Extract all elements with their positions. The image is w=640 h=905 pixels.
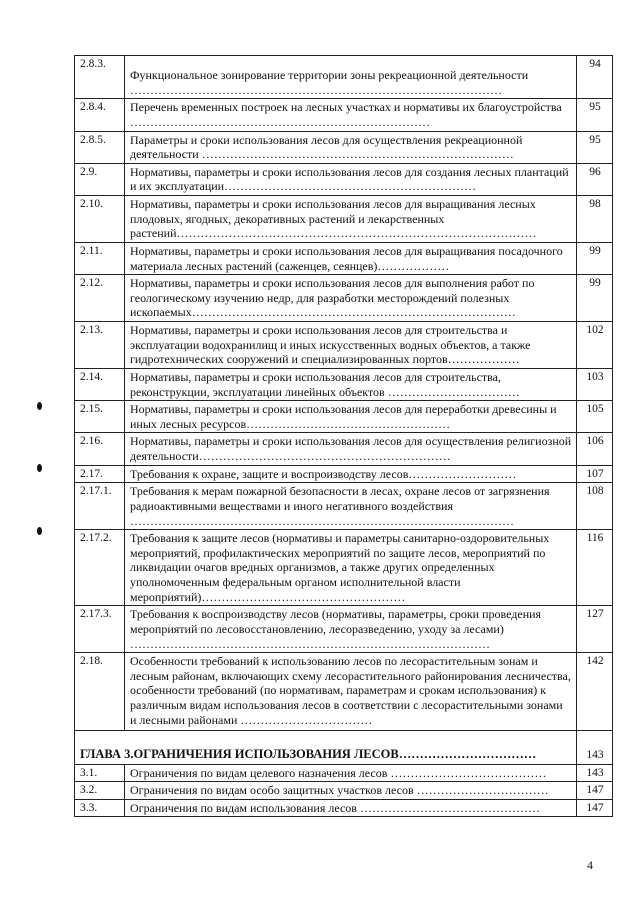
section-page: 96 — [577, 163, 613, 195]
section-page: 103 — [577, 368, 613, 400]
section-number: 3.3. — [75, 799, 125, 817]
section-title: Ограничения по видам целевого назначения лесов ………………………………… — [125, 764, 577, 782]
section-page: 116 — [577, 530, 613, 606]
section-title: Нормативы, параметры и сроки использования лесов для строительства и эксплуатации водохранилищ и иных искусственных водных объектов, а также гидротехнических сооружений и специализированных портов……………… — [125, 322, 577, 369]
section-title: Функциональное зонирование территории зоны рекреационной деятельности ………………………………………………………………………………… — [125, 56, 577, 99]
section-number: 2.17. — [75, 465, 125, 483]
toc-row — [75, 56, 613, 99]
section-title: Ограничения по видам особо защитных участков лесов …………………………… — [125, 782, 577, 800]
toc-row — [75, 131, 613, 163]
section-number: 2.14. — [75, 368, 125, 400]
toc-row — [75, 530, 613, 606]
section-number: 2.16. — [75, 433, 125, 465]
toc-row — [75, 99, 613, 131]
section-number: 2.9. — [75, 163, 125, 195]
section-page: 142 — [577, 653, 613, 731]
section-number: 2.17.2. — [75, 530, 125, 606]
section-page: 105 — [577, 401, 613, 433]
toc-row — [75, 322, 613, 369]
table-of-contents — [74, 55, 613, 817]
section-page: 95 — [577, 131, 613, 163]
toc-row — [75, 433, 613, 465]
section-title: Нормативы, параметры и сроки использования лесов для переработки древесины и иных лесных ресурсов…………………………………………… — [125, 401, 577, 433]
section-number: 3.1. — [75, 764, 125, 782]
section-title: Нормативы, параметры и сроки использования лесов для выполнения работ по геологическому изучению недр, для разработки месторождений полезных ископаемых……………………………………………………………………… — [125, 275, 577, 322]
section-title: Требования к воспроизводству лесов (нормативы, параметры, сроки проведения мероприятий по лесовосстановлению, лесоразведению, уходу за лесами) ……………………………………………………………………………… — [125, 606, 577, 653]
section-number: 2.12. — [75, 275, 125, 322]
toc-row — [75, 606, 613, 653]
toc-row — [75, 368, 613, 400]
toc-row — [75, 163, 613, 195]
section-number: 2.8.5. — [75, 131, 125, 163]
section-number: 2.15. — [75, 401, 125, 433]
section-title: Особенности требований к использованию лесов по лесорастительным зонам и лесным районам, включающих схему лесорастительного районирования лесничества, особенности требований (по нормативам, параметрам и срокам использования) к различным видам использования лесов в соответствии с лесорастительными зонами и лесными районами …………………………… — [125, 653, 577, 731]
page-number: 4 — [587, 858, 593, 872]
section-title: Нормативы, параметры и сроки использования лесов для выращивания посадочного материала лесных растений (саженцев, сеянцев)……………… — [125, 242, 577, 274]
section-title: Перечень временных построек на лесных участках и нормативы их благоустройства ………………………………………………………………… — [125, 99, 577, 131]
section-page: 143 — [577, 764, 613, 782]
section-title: Нормативы, параметры и сроки использования лесов для строительства, реконструкции, эксплуатации линейных объектов …………………………… — [125, 368, 577, 400]
section-title: Параметры и сроки использования лесов для осуществления рекреационной деятельности …………………………………………………………………… — [125, 131, 577, 163]
section-number: 2.10. — [75, 196, 125, 243]
section-title: Ограничения по видам использования лесов ……………………………………… — [125, 799, 577, 817]
section-number: 2.8.4. — [75, 99, 125, 131]
toc-row — [75, 401, 613, 433]
toc-row — [75, 799, 613, 817]
chapter-title: ГЛАВА 3.ОГРАНИЧЕНИЯ ИСПОЛЬЗОВАНИЯ ЛЕСОВ…………………………… — [75, 731, 577, 764]
section-page: 106 — [577, 433, 613, 465]
section-page: 95 — [577, 99, 613, 131]
section-page: 98 — [577, 196, 613, 243]
section-title: Нормативы, параметры и сроки использования лесов для выращивания лесных плодовых, ягодных, декоративных растений и лекарственных растений……………………………………………………………………………… — [125, 196, 577, 243]
toc-row — [75, 653, 613, 731]
section-title: Нормативы, параметры и сроки использования лесов для создания лесных плантаций и их эксплуатации……………………………………………………… — [125, 163, 577, 195]
section-title: Нормативы, параметры и сроки использования лесов для осуществления религиозной деятельности……………………………………………………… — [125, 433, 577, 465]
section-number: 2.8.3. — [75, 56, 125, 99]
section-page: 147 — [577, 782, 613, 800]
toc-row — [75, 465, 613, 483]
section-title: Требования к защите лесов (нормативы и параметры санитарно-оздоровительных мероприятий, профилактических мероприятий по защите лесов, мероприятий по ликвидации очагов вредных организмов, а также других определенных уполномоченным федеральным органом исполнительной власти мероприятий)…………………………………………… — [125, 530, 577, 606]
section-page: 107 — [577, 465, 613, 483]
chapter-page: 143 — [577, 731, 613, 764]
section-page: 99 — [577, 242, 613, 274]
section-number: 2.18. — [75, 653, 125, 731]
section-page: 147 — [577, 799, 613, 817]
margin-dot-mark — [37, 527, 42, 535]
margin-dot-mark — [37, 464, 42, 472]
section-page: 99 — [577, 275, 613, 322]
section-number: 2.17.3. — [75, 606, 125, 653]
toc-row — [75, 483, 613, 530]
toc-row — [75, 782, 613, 800]
section-page: 108 — [577, 483, 613, 530]
section-page: 94 — [577, 56, 613, 99]
toc-row — [75, 196, 613, 243]
section-number: 2.17.1. — [75, 483, 125, 530]
section-page: 127 — [577, 606, 613, 653]
section-number: 2.13. — [75, 322, 125, 369]
toc-row — [75, 764, 613, 782]
margin-dot-mark — [37, 402, 42, 410]
chapter-heading-row — [75, 731, 613, 764]
toc-row — [75, 275, 613, 322]
section-page: 102 — [577, 322, 613, 369]
section-number: 3.2. — [75, 782, 125, 800]
toc-row — [75, 242, 613, 274]
section-number: 2.11. — [75, 242, 125, 274]
section-title: Требования к охране, защите и воспроизводству лесов……………………… — [125, 465, 577, 483]
toc-body — [75, 56, 613, 817]
section-title: Требования к мерам пожарной безопасности в лесах, охране лесов от загрязнения радиоактивными веществами и иного негативного воздействия …………………………………………………………………………………… — [125, 483, 577, 530]
